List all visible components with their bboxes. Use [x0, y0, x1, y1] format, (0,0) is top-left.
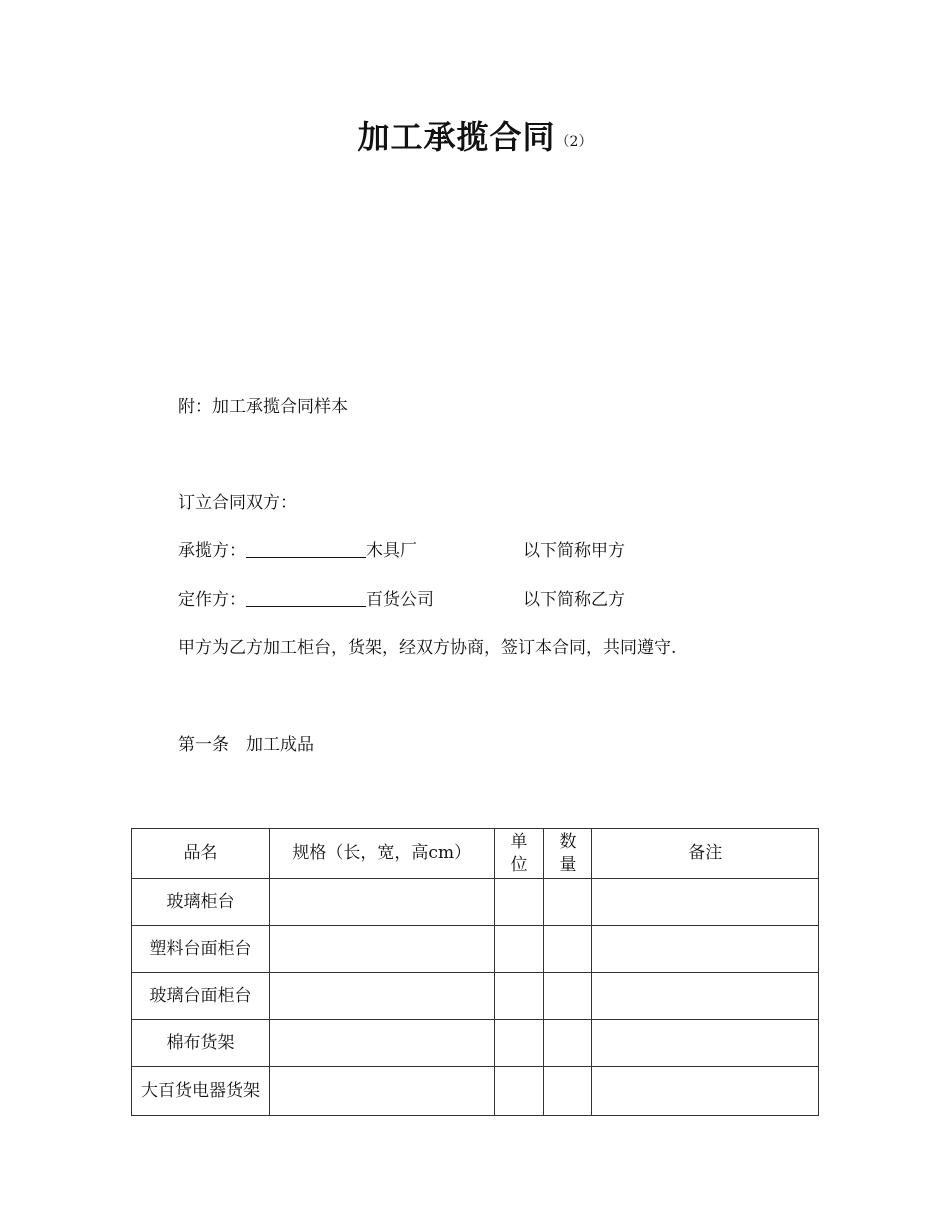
- header-unit: [494, 829, 544, 879]
- contractor-line: [178, 539, 417, 563]
- orderer-label: 定作方：: [178, 590, 246, 610]
- products-table: [131, 828, 819, 1116]
- cell-product-name: 塑料台面柜台: [132, 926, 270, 973]
- cell-specification: [269, 1067, 494, 1116]
- header-specification: 规格（长，宽，高cm）: [269, 829, 494, 879]
- table-row: [132, 926, 819, 973]
- table-row: [132, 973, 819, 1020]
- cell-quantity: [544, 926, 592, 973]
- contractor-blank: [246, 539, 366, 558]
- header-remarks: 备注: [592, 829, 819, 879]
- orderer-note: 以下简称乙方: [523, 590, 625, 610]
- cell-product-name: 棉布货架: [132, 1020, 270, 1067]
- contractor-name: 木具厂: [366, 541, 417, 561]
- cell-unit: [494, 1020, 544, 1067]
- article-1-heading: 第一条 加工成品: [178, 735, 314, 755]
- title-sub: （2）: [555, 134, 593, 150]
- cell-product-name-text: 大百货电器货架: [140, 1080, 260, 1101]
- cell-remarks: [592, 973, 819, 1020]
- contractor-note: 以下简称甲方: [523, 541, 625, 561]
- table-header-row: [132, 829, 819, 879]
- cell-remarks: [592, 879, 819, 926]
- agreement-text: 甲方为乙方加工柜台，货架，经双方协商，签订本合同，共同遵守.: [178, 638, 677, 658]
- cell-unit: [494, 879, 544, 926]
- cell-quantity: [544, 879, 592, 926]
- cell-unit: [494, 973, 544, 1020]
- cell-specification: [269, 926, 494, 973]
- cell-specification: [269, 1020, 494, 1067]
- table-row: [132, 1067, 819, 1116]
- cell-specification: [269, 973, 494, 1020]
- table-row: [132, 879, 819, 926]
- cell-remarks: [592, 1067, 819, 1116]
- cell-quantity: [544, 1020, 592, 1067]
- title-main: 加工承揽合同: [357, 118, 556, 156]
- cell-remarks: [592, 926, 819, 973]
- document-title: [0, 112, 950, 158]
- contractor-label: 承揽方：: [178, 541, 246, 561]
- parties-intro: 订立合同双方：: [178, 493, 297, 513]
- header-unit-text: 单位: [510, 831, 528, 875]
- table-row: [132, 1020, 819, 1067]
- cell-product-name: 玻璃柜台: [132, 879, 270, 926]
- orderer-name: 百货公司: [366, 590, 434, 610]
- cell-product-name: [132, 1067, 270, 1116]
- header-quantity: [544, 829, 592, 879]
- attachment-line: 附：加工承揽合同样本: [178, 397, 348, 417]
- cell-specification: [269, 879, 494, 926]
- orderer-blank: [246, 588, 366, 607]
- cell-product-name: 玻璃台面柜台: [132, 973, 270, 1020]
- cell-unit: [494, 926, 544, 973]
- cell-quantity: [544, 1067, 592, 1116]
- orderer-line: [178, 588, 434, 612]
- header-quantity-text: 数量: [559, 831, 577, 875]
- cell-unit: [494, 1067, 544, 1116]
- header-product-name: 品名: [132, 829, 270, 879]
- cell-quantity: [544, 973, 592, 1020]
- cell-remarks: [592, 1020, 819, 1067]
